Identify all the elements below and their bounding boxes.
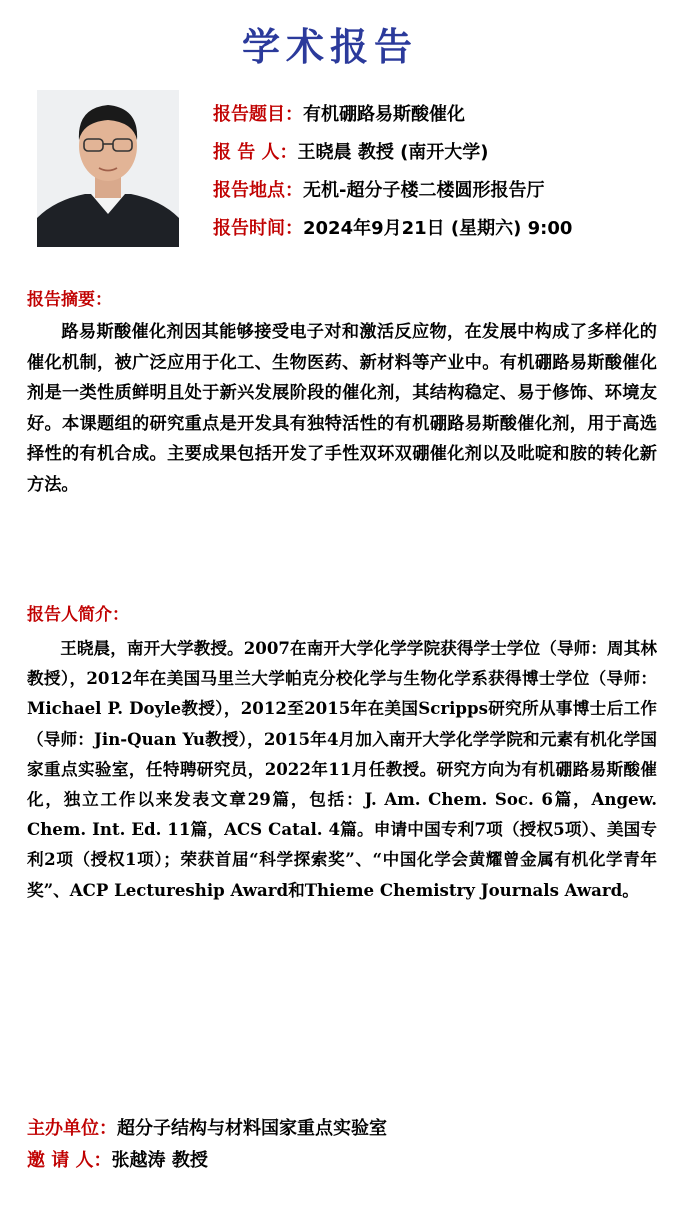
time-label: 报告时间： xyxy=(213,218,303,239)
venue-value: 无机-超分子楼二楼圆形报告厅 xyxy=(303,180,545,201)
inviter-value: 张越涛 教授 xyxy=(111,1150,208,1171)
portrait-image xyxy=(37,90,179,247)
talk-info xyxy=(213,100,673,252)
topic-label: 报告题目： xyxy=(213,104,303,125)
speaker-label: 报 告 人： xyxy=(213,142,298,163)
abstract-text: 路易斯酸催化剂因其能够接受电子对和激活反应物，在发展中构成了多样化的催化机制，被广泛应用于化工、生物医药、新材料等产业中。有机硼路易斯酸催化剂是一类性质鲜明且处于新兴发展阶段的催化剂，其结构稳定、易于修饰、环境友好。本课题组的研究重点是开发具有独特活性的有机硼路易斯酸催化剂，用于高选择性的有机合成。主要成果包括开发了手性双环双硼催化剂以及吡啶和胺的转化新方法。 xyxy=(27,322,657,495)
page-title: 学术报告 xyxy=(241,25,418,69)
topic-row xyxy=(213,100,673,138)
time-row xyxy=(213,214,673,252)
organizer-row xyxy=(27,1113,387,1145)
venue-label: 报告地点： xyxy=(213,180,303,201)
bio-text: 王晓晨，南开大学教授。2007在南开大学化学学院获得学士学位（导师：周其林教授），2012年在美国马里兰大学帕克分校化学与生物化学系获得博士学位（导师：Michael P. Doyle教授），2012至2015年在美国Scripps研究所从事博士后工作（导师：Jin-Quan Yu教授），2015年4月加入南开大学化学学院和元素有机化学国家重点实验室，任特聘研究员，2022年11月任教授。研究方向为有机硼路易斯酸催化，独立工作以来发表文章29篇，包括：J. Am. Chem. Soc. 6篇，Angew. Chem. Int. Ed. 11篇，ACS Catal. 4篇。申请中国专利7项（授权5项）、美国专利2项（授权1项）；荣获首届“科学探索奖”、“中国化学会黄耀曾金属有机化学青年奖”、ACP Lectureship Award和Thieme Chemistry Journals Award。 xyxy=(27,638,657,900)
bio-heading: 报告人简介： xyxy=(27,605,129,625)
speaker-value: 王晓晨 教授 (南开大学) xyxy=(297,142,489,163)
speaker-row xyxy=(213,138,673,176)
organizer-label: 主办单位： xyxy=(27,1118,117,1139)
venue-row xyxy=(213,176,673,214)
inviter-row xyxy=(27,1145,387,1177)
abstract-heading: 报告摘要： xyxy=(27,290,112,310)
footer-info xyxy=(27,1113,387,1177)
time-value: 2024年9月21日 (星期六) 9:00 xyxy=(303,218,573,239)
organizer-value: 超分子结构与材料国家重点实验室 xyxy=(117,1118,387,1139)
speaker-photo xyxy=(37,90,179,247)
topic-value: 有机硼路易斯酸催化 xyxy=(303,104,465,125)
inviter-label: 邀 请 人： xyxy=(27,1150,112,1171)
